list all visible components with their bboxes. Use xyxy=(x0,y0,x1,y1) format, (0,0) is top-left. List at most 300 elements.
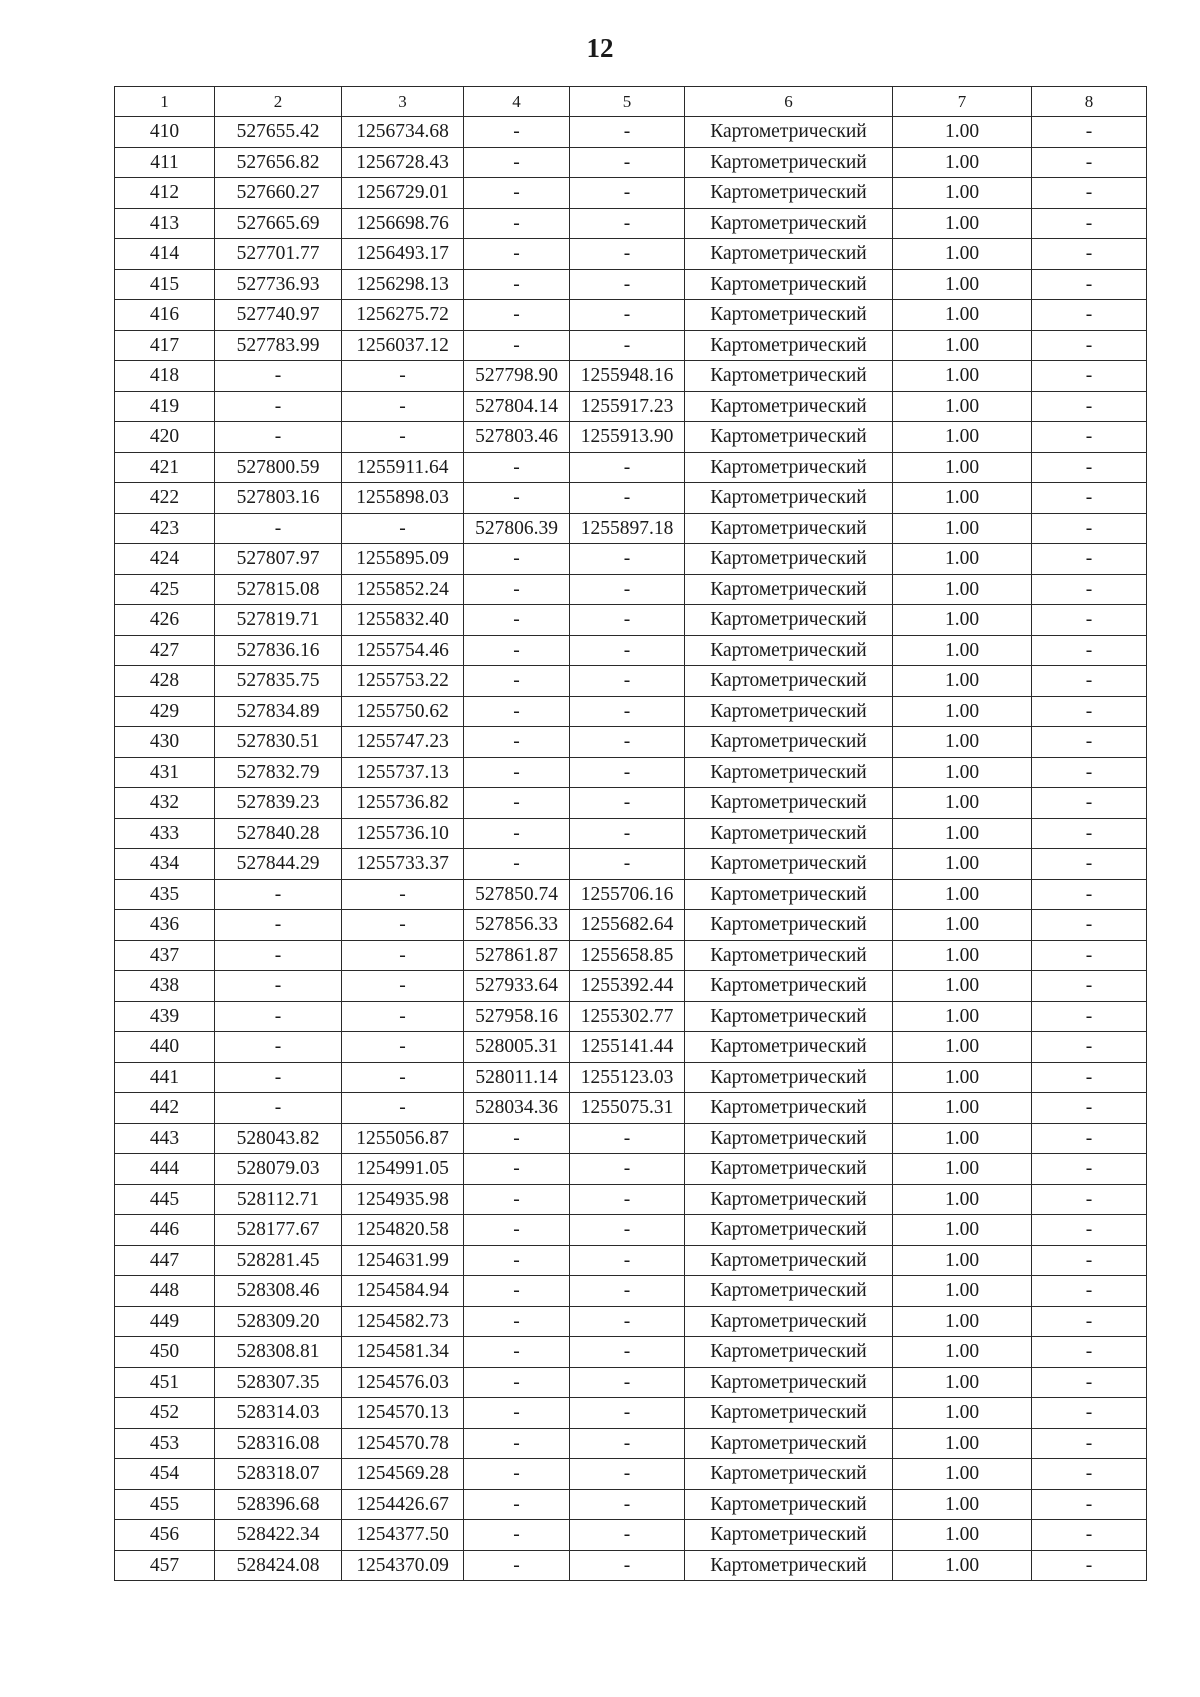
x-coordinate-cell: - xyxy=(215,391,342,422)
y-coordinate-cell: 1254584.94 xyxy=(342,1276,464,1307)
x-coordinate-cell: - xyxy=(215,940,342,971)
x-coordinate-alt-cell: - xyxy=(464,269,570,300)
table-row xyxy=(115,1123,1147,1154)
point-number-cell: 445 xyxy=(115,1184,215,1215)
table-row xyxy=(115,422,1147,453)
accuracy-cell: 1.00 xyxy=(893,422,1032,453)
x-coordinate-alt-cell: - xyxy=(464,1123,570,1154)
accuracy-cell: 1.00 xyxy=(893,117,1032,148)
y-coordinate-alt-cell: - xyxy=(570,666,685,697)
column-header: 5 xyxy=(570,87,685,117)
accuracy-cell: 1.00 xyxy=(893,1245,1032,1276)
y-coordinate-cell: 1255750.62 xyxy=(342,696,464,727)
method-cell: Картометрический xyxy=(685,1215,893,1246)
y-coordinate-alt-cell: - xyxy=(570,1123,685,1154)
accuracy-cell: 1.00 xyxy=(893,513,1032,544)
x-coordinate-alt-cell: - xyxy=(464,544,570,575)
method-cell: Картометрический xyxy=(685,666,893,697)
x-coordinate-cell: 528112.71 xyxy=(215,1184,342,1215)
method-cell: Картометрический xyxy=(685,1489,893,1520)
y-coordinate-alt-cell: - xyxy=(570,483,685,514)
note-cell: - xyxy=(1032,1550,1147,1581)
x-coordinate-alt-cell: 528034.36 xyxy=(464,1093,570,1124)
method-cell: Картометрический xyxy=(685,1337,893,1368)
accuracy-cell: 1.00 xyxy=(893,1154,1032,1185)
point-number-cell: 431 xyxy=(115,757,215,788)
table-row xyxy=(115,391,1147,422)
x-coordinate-cell: - xyxy=(215,1062,342,1093)
table-row xyxy=(115,696,1147,727)
table-row xyxy=(115,635,1147,666)
accuracy-cell: 1.00 xyxy=(893,1489,1032,1520)
note-cell: - xyxy=(1032,1215,1147,1246)
x-coordinate-cell: 527665.69 xyxy=(215,208,342,239)
y-coordinate-alt-cell: 1255075.31 xyxy=(570,1093,685,1124)
accuracy-cell: 1.00 xyxy=(893,788,1032,819)
method-cell: Картометрический xyxy=(685,1245,893,1276)
y-coordinate-cell: 1254377.50 xyxy=(342,1520,464,1551)
note-cell: - xyxy=(1032,879,1147,910)
y-coordinate-cell: 1254569.28 xyxy=(342,1459,464,1490)
y-coordinate-alt-cell: - xyxy=(570,269,685,300)
table-row xyxy=(115,1489,1147,1520)
x-coordinate-alt-cell: - xyxy=(464,605,570,636)
accuracy-cell: 1.00 xyxy=(893,605,1032,636)
table-row xyxy=(115,1520,1147,1551)
x-coordinate-alt-cell: - xyxy=(464,1550,570,1581)
note-cell: - xyxy=(1032,361,1147,392)
note-cell: - xyxy=(1032,300,1147,331)
note-cell: - xyxy=(1032,849,1147,880)
x-coordinate-alt-cell: 527861.87 xyxy=(464,940,570,971)
y-coordinate-cell: 1256298.13 xyxy=(342,269,464,300)
method-cell: Картометрический xyxy=(685,422,893,453)
x-coordinate-alt-cell: - xyxy=(464,1245,570,1276)
x-coordinate-alt-cell: - xyxy=(464,452,570,483)
x-coordinate-cell: 528043.82 xyxy=(215,1123,342,1154)
y-coordinate-alt-cell: 1255123.03 xyxy=(570,1062,685,1093)
accuracy-cell: 1.00 xyxy=(893,940,1032,971)
x-coordinate-cell: 527839.23 xyxy=(215,788,342,819)
point-number-cell: 434 xyxy=(115,849,215,880)
y-coordinate-cell: 1254426.67 xyxy=(342,1489,464,1520)
accuracy-cell: 1.00 xyxy=(893,1520,1032,1551)
y-coordinate-alt-cell: - xyxy=(570,452,685,483)
note-cell: - xyxy=(1032,1001,1147,1032)
accuracy-cell: 1.00 xyxy=(893,483,1032,514)
point-number-cell: 450 xyxy=(115,1337,215,1368)
x-coordinate-alt-cell: - xyxy=(464,117,570,148)
y-coordinate-cell: - xyxy=(342,1001,464,1032)
y-coordinate-alt-cell: 1255392.44 xyxy=(570,971,685,1002)
x-coordinate-alt-cell: 527806.39 xyxy=(464,513,570,544)
y-coordinate-alt-cell: - xyxy=(570,1276,685,1307)
x-coordinate-alt-cell: - xyxy=(464,1428,570,1459)
y-coordinate-cell: 1254370.09 xyxy=(342,1550,464,1581)
note-cell: - xyxy=(1032,391,1147,422)
x-coordinate-cell: 527834.89 xyxy=(215,696,342,727)
y-coordinate-cell: 1256493.17 xyxy=(342,239,464,270)
x-coordinate-alt-cell: - xyxy=(464,1306,570,1337)
accuracy-cell: 1.00 xyxy=(893,635,1032,666)
point-number-cell: 422 xyxy=(115,483,215,514)
method-cell: Картометрический xyxy=(685,300,893,331)
y-coordinate-cell: 1254570.78 xyxy=(342,1428,464,1459)
method-cell: Картометрический xyxy=(685,117,893,148)
x-coordinate-alt-cell: - xyxy=(464,1184,570,1215)
y-coordinate-alt-cell: 1255913.90 xyxy=(570,422,685,453)
point-number-cell: 433 xyxy=(115,818,215,849)
method-cell: Картометрический xyxy=(685,696,893,727)
point-number-cell: 430 xyxy=(115,727,215,758)
x-coordinate-cell: 527660.27 xyxy=(215,178,342,209)
x-coordinate-cell: 527807.97 xyxy=(215,544,342,575)
accuracy-cell: 1.00 xyxy=(893,300,1032,331)
point-number-cell: 444 xyxy=(115,1154,215,1185)
y-coordinate-alt-cell: - xyxy=(570,208,685,239)
x-coordinate-cell: - xyxy=(215,1001,342,1032)
point-number-cell: 412 xyxy=(115,178,215,209)
method-cell: Картометрический xyxy=(685,1184,893,1215)
x-coordinate-cell: 528314.03 xyxy=(215,1398,342,1429)
accuracy-cell: 1.00 xyxy=(893,879,1032,910)
table-row xyxy=(115,1306,1147,1337)
table-row xyxy=(115,1032,1147,1063)
accuracy-cell: 1.00 xyxy=(893,1123,1032,1154)
point-number-cell: 435 xyxy=(115,879,215,910)
y-coordinate-cell: 1254581.34 xyxy=(342,1337,464,1368)
note-cell: - xyxy=(1032,818,1147,849)
x-coordinate-cell: - xyxy=(215,910,342,941)
accuracy-cell: 1.00 xyxy=(893,1062,1032,1093)
x-coordinate-cell: 528307.35 xyxy=(215,1367,342,1398)
x-coordinate-alt-cell: - xyxy=(464,1276,570,1307)
table-row xyxy=(115,818,1147,849)
y-coordinate-alt-cell: - xyxy=(570,757,685,788)
method-cell: Картометрический xyxy=(685,208,893,239)
note-cell: - xyxy=(1032,1489,1147,1520)
table-row xyxy=(115,483,1147,514)
table-row xyxy=(115,1154,1147,1185)
method-cell: Картометрический xyxy=(685,361,893,392)
point-number-cell: 454 xyxy=(115,1459,215,1490)
y-coordinate-alt-cell: 1255897.18 xyxy=(570,513,685,544)
y-coordinate-alt-cell: - xyxy=(570,1520,685,1551)
y-coordinate-cell: 1254570.13 xyxy=(342,1398,464,1429)
accuracy-cell: 1.00 xyxy=(893,361,1032,392)
point-number-cell: 424 xyxy=(115,544,215,575)
table-body xyxy=(115,117,1147,1581)
accuracy-cell: 1.00 xyxy=(893,1459,1032,1490)
method-cell: Картометрический xyxy=(685,1123,893,1154)
method-cell: Картометрический xyxy=(685,483,893,514)
x-coordinate-alt-cell: - xyxy=(464,330,570,361)
y-coordinate-alt-cell: - xyxy=(570,300,685,331)
table-row xyxy=(115,940,1147,971)
table-row xyxy=(115,788,1147,819)
x-coordinate-cell: - xyxy=(215,971,342,1002)
point-number-cell: 414 xyxy=(115,239,215,270)
y-coordinate-alt-cell: - xyxy=(570,574,685,605)
method-cell: Картометрический xyxy=(685,330,893,361)
method-cell: Картометрический xyxy=(685,757,893,788)
note-cell: - xyxy=(1032,513,1147,544)
method-cell: Картометрический xyxy=(685,1520,893,1551)
x-coordinate-alt-cell: - xyxy=(464,696,570,727)
table-row xyxy=(115,879,1147,910)
x-coordinate-cell: 527836.16 xyxy=(215,635,342,666)
table-row xyxy=(115,361,1147,392)
method-cell: Картометрический xyxy=(685,910,893,941)
table-row xyxy=(115,269,1147,300)
point-number-cell: 449 xyxy=(115,1306,215,1337)
point-number-cell: 418 xyxy=(115,361,215,392)
table-row xyxy=(115,1184,1147,1215)
x-coordinate-alt-cell: 527933.64 xyxy=(464,971,570,1002)
table-row xyxy=(115,117,1147,148)
y-coordinate-cell: - xyxy=(342,940,464,971)
accuracy-cell: 1.00 xyxy=(893,696,1032,727)
y-coordinate-alt-cell: - xyxy=(570,1459,685,1490)
method-cell: Картометрический xyxy=(685,178,893,209)
point-number-cell: 443 xyxy=(115,1123,215,1154)
y-coordinate-cell: 1255753.22 xyxy=(342,666,464,697)
point-number-cell: 455 xyxy=(115,1489,215,1520)
table-row xyxy=(115,849,1147,880)
y-coordinate-cell: 1256734.68 xyxy=(342,117,464,148)
table-row xyxy=(115,513,1147,544)
accuracy-cell: 1.00 xyxy=(893,1276,1032,1307)
x-coordinate-alt-cell: 527798.90 xyxy=(464,361,570,392)
point-number-cell: 419 xyxy=(115,391,215,422)
table-row xyxy=(115,1276,1147,1307)
accuracy-cell: 1.00 xyxy=(893,849,1032,880)
method-cell: Картометрический xyxy=(685,513,893,544)
y-coordinate-cell: 1255895.09 xyxy=(342,544,464,575)
table-row xyxy=(115,574,1147,605)
note-cell: - xyxy=(1032,635,1147,666)
y-coordinate-alt-cell: - xyxy=(570,1428,685,1459)
y-coordinate-alt-cell: - xyxy=(570,727,685,758)
y-coordinate-cell: 1255733.37 xyxy=(342,849,464,880)
y-coordinate-alt-cell: - xyxy=(570,1489,685,1520)
y-coordinate-cell: - xyxy=(342,971,464,1002)
method-cell: Картометрический xyxy=(685,1001,893,1032)
x-coordinate-cell: 528079.03 xyxy=(215,1154,342,1185)
table-header-row xyxy=(115,87,1147,117)
x-coordinate-cell: 528308.81 xyxy=(215,1337,342,1368)
y-coordinate-cell: 1256037.12 xyxy=(342,330,464,361)
y-coordinate-cell: - xyxy=(342,1032,464,1063)
x-coordinate-cell: 527740.97 xyxy=(215,300,342,331)
point-number-cell: 420 xyxy=(115,422,215,453)
accuracy-cell: 1.00 xyxy=(893,452,1032,483)
x-coordinate-cell: - xyxy=(215,361,342,392)
note-cell: - xyxy=(1032,727,1147,758)
accuracy-cell: 1.00 xyxy=(893,1215,1032,1246)
point-number-cell: 442 xyxy=(115,1093,215,1124)
x-coordinate-cell: 527815.08 xyxy=(215,574,342,605)
y-coordinate-cell: - xyxy=(342,513,464,544)
x-coordinate-alt-cell: - xyxy=(464,300,570,331)
table-row xyxy=(115,1367,1147,1398)
y-coordinate-cell: 1255832.40 xyxy=(342,605,464,636)
point-number-cell: 423 xyxy=(115,513,215,544)
y-coordinate-alt-cell: - xyxy=(570,330,685,361)
x-coordinate-alt-cell: - xyxy=(464,818,570,849)
x-coordinate-alt-cell: - xyxy=(464,1398,570,1429)
point-number-cell: 452 xyxy=(115,1398,215,1429)
y-coordinate-cell: 1255736.82 xyxy=(342,788,464,819)
y-coordinate-cell: 1255747.23 xyxy=(342,727,464,758)
x-coordinate-cell: 527803.16 xyxy=(215,483,342,514)
x-coordinate-alt-cell: 527850.74 xyxy=(464,879,570,910)
column-header: 7 xyxy=(893,87,1032,117)
note-cell: - xyxy=(1032,605,1147,636)
method-cell: Картометрический xyxy=(685,1154,893,1185)
note-cell: - xyxy=(1032,696,1147,727)
x-coordinate-alt-cell: - xyxy=(464,849,570,880)
x-coordinate-alt-cell: - xyxy=(464,1215,570,1246)
method-cell: Картометрический xyxy=(685,1032,893,1063)
note-cell: - xyxy=(1032,422,1147,453)
y-coordinate-cell: 1255852.24 xyxy=(342,574,464,605)
note-cell: - xyxy=(1032,1367,1147,1398)
table-row xyxy=(115,1428,1147,1459)
table-row xyxy=(115,1001,1147,1032)
x-coordinate-cell: 527819.71 xyxy=(215,605,342,636)
note-cell: - xyxy=(1032,788,1147,819)
x-coordinate-alt-cell: 528005.31 xyxy=(464,1032,570,1063)
y-coordinate-cell: 1255056.87 xyxy=(342,1123,464,1154)
point-number-cell: 425 xyxy=(115,574,215,605)
point-number-cell: 426 xyxy=(115,605,215,636)
table-row xyxy=(115,208,1147,239)
x-coordinate-cell: - xyxy=(215,513,342,544)
y-coordinate-alt-cell: - xyxy=(570,1367,685,1398)
x-coordinate-cell: 528396.68 xyxy=(215,1489,342,1520)
note-cell: - xyxy=(1032,757,1147,788)
y-coordinate-alt-cell: - xyxy=(570,1184,685,1215)
note-cell: - xyxy=(1032,178,1147,209)
y-coordinate-cell: 1254576.03 xyxy=(342,1367,464,1398)
x-coordinate-cell: - xyxy=(215,879,342,910)
accuracy-cell: 1.00 xyxy=(893,391,1032,422)
point-number-cell: 446 xyxy=(115,1215,215,1246)
y-coordinate-alt-cell: - xyxy=(570,1550,685,1581)
point-number-cell: 456 xyxy=(115,1520,215,1551)
x-coordinate-cell: 528281.45 xyxy=(215,1245,342,1276)
note-cell: - xyxy=(1032,208,1147,239)
method-cell: Картометрический xyxy=(685,269,893,300)
table-row xyxy=(115,300,1147,331)
y-coordinate-cell: - xyxy=(342,879,464,910)
note-cell: - xyxy=(1032,330,1147,361)
note-cell: - xyxy=(1032,147,1147,178)
accuracy-cell: 1.00 xyxy=(893,1337,1032,1368)
column-header: 6 xyxy=(685,87,893,117)
y-coordinate-alt-cell: 1255948.16 xyxy=(570,361,685,392)
y-coordinate-cell: 1256698.76 xyxy=(342,208,464,239)
y-coordinate-cell: 1256729.01 xyxy=(342,178,464,209)
table-row xyxy=(115,757,1147,788)
note-cell: - xyxy=(1032,1337,1147,1368)
point-number-cell: 453 xyxy=(115,1428,215,1459)
x-coordinate-alt-cell: - xyxy=(464,1337,570,1368)
note-cell: - xyxy=(1032,971,1147,1002)
point-number-cell: 451 xyxy=(115,1367,215,1398)
point-number-cell: 448 xyxy=(115,1276,215,1307)
y-coordinate-alt-cell: 1255141.44 xyxy=(570,1032,685,1063)
accuracy-cell: 1.00 xyxy=(893,1398,1032,1429)
note-cell: - xyxy=(1032,117,1147,148)
y-coordinate-alt-cell: - xyxy=(570,1215,685,1246)
method-cell: Картометрический xyxy=(685,1093,893,1124)
table-row xyxy=(115,1459,1147,1490)
method-cell: Картометрический xyxy=(685,635,893,666)
point-number-cell: 416 xyxy=(115,300,215,331)
x-coordinate-cell: 527783.99 xyxy=(215,330,342,361)
note-cell: - xyxy=(1032,1032,1147,1063)
accuracy-cell: 1.00 xyxy=(893,1306,1032,1337)
y-coordinate-alt-cell: 1255682.64 xyxy=(570,910,685,941)
y-coordinate-alt-cell: - xyxy=(570,818,685,849)
y-coordinate-cell: 1255898.03 xyxy=(342,483,464,514)
y-coordinate-alt-cell: - xyxy=(570,178,685,209)
y-coordinate-cell: 1255754.46 xyxy=(342,635,464,666)
table-row xyxy=(115,1093,1147,1124)
note-cell: - xyxy=(1032,452,1147,483)
x-coordinate-cell: 527840.28 xyxy=(215,818,342,849)
note-cell: - xyxy=(1032,1520,1147,1551)
x-coordinate-alt-cell: - xyxy=(464,666,570,697)
y-coordinate-alt-cell: - xyxy=(570,544,685,575)
note-cell: - xyxy=(1032,544,1147,575)
point-number-cell: 437 xyxy=(115,940,215,971)
y-coordinate-alt-cell: - xyxy=(570,1245,685,1276)
method-cell: Картометрический xyxy=(685,1398,893,1429)
method-cell: Картометрический xyxy=(685,1306,893,1337)
table-row xyxy=(115,1062,1147,1093)
y-coordinate-cell: 1254631.99 xyxy=(342,1245,464,1276)
accuracy-cell: 1.00 xyxy=(893,269,1032,300)
point-number-cell: 413 xyxy=(115,208,215,239)
y-coordinate-cell: - xyxy=(342,1062,464,1093)
x-coordinate-alt-cell: - xyxy=(464,1459,570,1490)
column-header: 2 xyxy=(215,87,342,117)
note-cell: - xyxy=(1032,1062,1147,1093)
column-header: 3 xyxy=(342,87,464,117)
method-cell: Картометрический xyxy=(685,727,893,758)
x-coordinate-cell: 527656.82 xyxy=(215,147,342,178)
method-cell: Картометрический xyxy=(685,879,893,910)
method-cell: Картометрический xyxy=(685,849,893,880)
x-coordinate-alt-cell: 527856.33 xyxy=(464,910,570,941)
point-number-cell: 429 xyxy=(115,696,215,727)
y-coordinate-alt-cell: - xyxy=(570,1306,685,1337)
table-row xyxy=(115,330,1147,361)
note-cell: - xyxy=(1032,1276,1147,1307)
y-coordinate-alt-cell: - xyxy=(570,1337,685,1368)
table-row xyxy=(115,727,1147,758)
table-row xyxy=(115,1215,1147,1246)
accuracy-cell: 1.00 xyxy=(893,574,1032,605)
point-number-cell: 439 xyxy=(115,1001,215,1032)
y-coordinate-cell: 1254582.73 xyxy=(342,1306,464,1337)
x-coordinate-cell: 528424.08 xyxy=(215,1550,342,1581)
point-number-cell: 447 xyxy=(115,1245,215,1276)
x-coordinate-cell: 527736.93 xyxy=(215,269,342,300)
